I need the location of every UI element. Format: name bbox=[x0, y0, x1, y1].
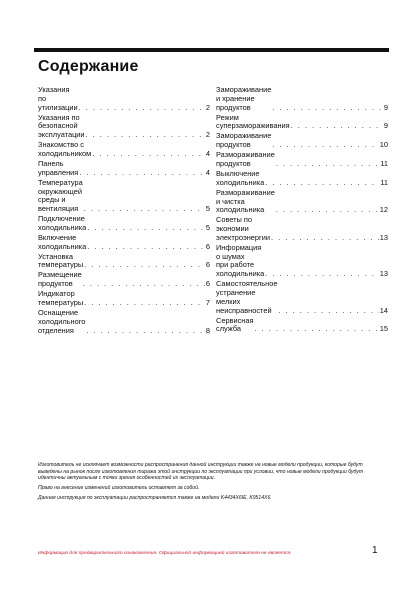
toc-entry[interactable] bbox=[216, 86, 388, 112]
toc-leader-dots bbox=[265, 270, 379, 279]
toc-leader-dots bbox=[84, 261, 205, 270]
toc-entry-label: Сервисная служба bbox=[216, 315, 254, 334]
toc-leader-dots bbox=[291, 122, 383, 131]
toc-leader-dots bbox=[86, 327, 205, 336]
toc-entry-label: Советы по экономии электроэнергии bbox=[216, 215, 270, 242]
toc-entry-page: 11 bbox=[380, 158, 388, 168]
toc-leader-dots bbox=[272, 141, 378, 150]
toc-entry-label: Размораживание продуктов bbox=[216, 150, 275, 168]
toc-leader-dots bbox=[84, 205, 205, 214]
toc-left-column bbox=[38, 86, 210, 337]
toc-entry[interactable] bbox=[38, 141, 210, 159]
toc-entry[interactable] bbox=[38, 114, 210, 140]
toc-entry-label: Замораживание и хранение продуктов bbox=[216, 85, 272, 112]
page-number: 1 bbox=[372, 545, 378, 556]
toc-entry[interactable] bbox=[38, 271, 210, 289]
toc-entry-page: 13 bbox=[379, 269, 388, 279]
toc-entry-label: Панель управления bbox=[38, 158, 79, 177]
toc-entry-page: 11 bbox=[380, 177, 388, 187]
toc-entry-label: Указания по утилизации bbox=[38, 85, 78, 112]
toc-entry[interactable] bbox=[38, 179, 210, 214]
toc-entry-page: 15 bbox=[379, 324, 388, 334]
toc-entry-label: Индикатор температуры bbox=[38, 289, 84, 308]
note-paragraph: Данная инструкция по эксплуатации распространяется также на модели K4434X6IE, K9514X6. bbox=[38, 495, 272, 502]
toc-entry[interactable] bbox=[216, 170, 388, 188]
toc-entry-label: Температура окружающей среды и вентиляция bbox=[38, 177, 83, 214]
toc-entry[interactable] bbox=[216, 244, 388, 279]
toc-leader-dots bbox=[255, 325, 379, 334]
toc-leader-dots bbox=[276, 160, 379, 169]
note-paragraph: Изготовитель не исключает возможности распространения данной инструкции также на новые модели продукции, которые будут выведены на рынок после изготовления тиража этой инструкции по эксплуатации при условии, что новые модели продукции будут идентичны актуальным с точки зрения особенностей их эксплуатации. bbox=[38, 462, 364, 482]
toc-entry-page: 12 bbox=[379, 205, 388, 215]
toc-entry[interactable] bbox=[216, 280, 388, 315]
toc-leader-dots bbox=[79, 169, 205, 178]
toc-entry-label: Оснащение холодильного отделения bbox=[38, 308, 86, 335]
toc-leader-dots bbox=[265, 179, 379, 188]
toc-entry[interactable] bbox=[38, 160, 210, 178]
toc-entry-label: Информация о шумах при работе холодильника bbox=[216, 242, 265, 279]
toc-leader-dots bbox=[276, 206, 379, 215]
manufacturer-notes bbox=[38, 462, 383, 505]
toc-leader-dots bbox=[87, 243, 205, 252]
toc-entry-page: 2 bbox=[205, 130, 210, 140]
toc-entry-label: Указания по безопасной эксплуатации bbox=[38, 112, 85, 140]
toc-leader-dots bbox=[83, 280, 205, 289]
toc-entry-label: Самостоятельное устранение мелких неисправностей bbox=[216, 279, 278, 315]
toc-entry[interactable] bbox=[216, 317, 388, 335]
toc-entry-label: Знакомство с холодильником bbox=[38, 140, 92, 158]
toc-entry[interactable] bbox=[38, 290, 210, 308]
toc-leader-dots bbox=[271, 234, 379, 243]
toc-entry-page: 5 bbox=[205, 204, 210, 214]
page-title: Содержание bbox=[38, 58, 139, 75]
toc-entry-page: 9 bbox=[383, 102, 388, 112]
toc-leader-dots bbox=[84, 299, 205, 308]
toc-entry-label: Подключение холодильника bbox=[38, 214, 87, 232]
toc-entry-page: 5 bbox=[205, 222, 210, 232]
toc-entry-page: 4 bbox=[205, 167, 210, 177]
toc-entry-page: 6 bbox=[205, 260, 210, 270]
toc-entry-label: Замораживание продуктов bbox=[216, 131, 272, 150]
toc-entry-page: 7 bbox=[205, 298, 210, 308]
toc-leader-dots bbox=[92, 150, 205, 159]
toc-leader-dots bbox=[278, 307, 378, 316]
toc-entry[interactable] bbox=[216, 151, 388, 169]
toc-entry-label: Размораживание и чистка холодильника bbox=[216, 187, 275, 215]
toc-entry-label: Выключение холодильника bbox=[216, 168, 265, 187]
toc-entry[interactable] bbox=[216, 189, 388, 215]
toc-entry[interactable] bbox=[38, 86, 210, 112]
note-paragraph: Право на внесение изменений изготовитель оставляет за собой. bbox=[38, 485, 200, 492]
toc-leader-dots bbox=[79, 104, 205, 113]
toc-entry[interactable] bbox=[216, 132, 388, 150]
toc-entry-page: 6 bbox=[205, 279, 210, 289]
toc-entry[interactable] bbox=[38, 253, 210, 271]
toc-entry[interactable] bbox=[38, 309, 210, 335]
toc-entry[interactable] bbox=[216, 114, 388, 132]
toc-entry-label: Размещение продуктов bbox=[38, 270, 82, 289]
toc-entry-page: 6 bbox=[205, 241, 210, 251]
toc-entry[interactable] bbox=[38, 234, 210, 252]
toc-entry-page: 13 bbox=[379, 232, 388, 242]
toc-entry-label: Режим суперзамораживания bbox=[216, 112, 290, 131]
toc-entry-label: Включение холодильника bbox=[38, 232, 87, 251]
footer-disclaimer: Информация для предварительного ознакомления. Официальной информацией изготовителя не является. bbox=[38, 551, 292, 556]
toc-entry-page: 4 bbox=[205, 148, 210, 158]
toc-leader-dots bbox=[272, 104, 383, 113]
toc-entry-page: 8 bbox=[205, 325, 210, 335]
toc-entry-page: 9 bbox=[383, 121, 388, 131]
toc-entry-page: 2 bbox=[205, 102, 210, 112]
top-rule bbox=[34, 48, 389, 52]
toc-entry-page: 14 bbox=[379, 305, 388, 315]
toc-leader-dots bbox=[86, 131, 205, 140]
toc-entry-label: Установка температуры bbox=[38, 251, 84, 270]
toc-entry[interactable] bbox=[38, 215, 210, 233]
toc-entry[interactable] bbox=[216, 216, 388, 242]
toc-entry-page: 10 bbox=[379, 140, 388, 150]
toc-right-column bbox=[216, 86, 388, 335]
toc-leader-dots bbox=[87, 224, 205, 233]
